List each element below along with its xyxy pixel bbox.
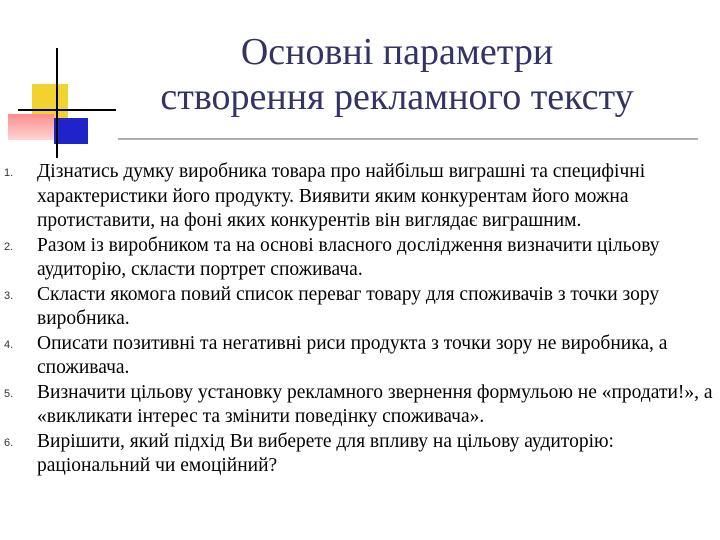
- list-item-text: Дізнатись думку виробника товара про найбільш виграшні та специфічні характеристики його продукту. Виявити яким конкурентам його можна протиставити, на фоні яких конкурентів він виглядає виграшним.: [37, 161, 646, 231]
- list-item-number: 1.: [4, 167, 14, 179]
- list-item-text: Визначити цільову установку рекламного звернення формульою не «продати!», а «викликати інтерес та змінити поведінку споживача».: [37, 381, 713, 427]
- list-item-number: 6.: [4, 436, 14, 449]
- list-item-number: 4.: [4, 338, 14, 351]
- list-item-number: 5.: [4, 387, 14, 400]
- list-item: [0, 283, 720, 332]
- list-item-number: 2.: [4, 240, 14, 253]
- vertical-line-decoration: [56, 48, 58, 158]
- list-item: [0, 234, 720, 283]
- red-square-decoration: [8, 114, 54, 140]
- list-item-number: 3.: [4, 289, 14, 302]
- list-item: [0, 332, 720, 381]
- list-item-text: Описати позитивні та негативні риси продукта з точки зору не виробника, а споживача.: [37, 332, 668, 378]
- slide-title: [98, 30, 696, 120]
- list-item-text: Вирішити, який підхід Ви виберете для впливу на цільову аудиторію: раціональний чи емоційний?: [37, 430, 614, 476]
- list-item: [0, 160, 720, 234]
- slide-title-line-2: створення рекламного тексту: [160, 76, 634, 118]
- slide-title-line-1: Основні параметри: [240, 31, 554, 73]
- parameters-list: [0, 160, 720, 479]
- list-item-text: Скласти якомога повий список переваг товару для споживачів з точки зору виробника.: [37, 283, 660, 329]
- title-underline: [118, 138, 698, 140]
- list-item: [0, 430, 720, 479]
- list-item-text: Разом із виробником та на основі власного дослідження визначити цільову аудиторію, скласти портрет споживача.: [37, 234, 660, 280]
- list-item: [0, 381, 720, 430]
- blue-square-decoration: [54, 118, 88, 144]
